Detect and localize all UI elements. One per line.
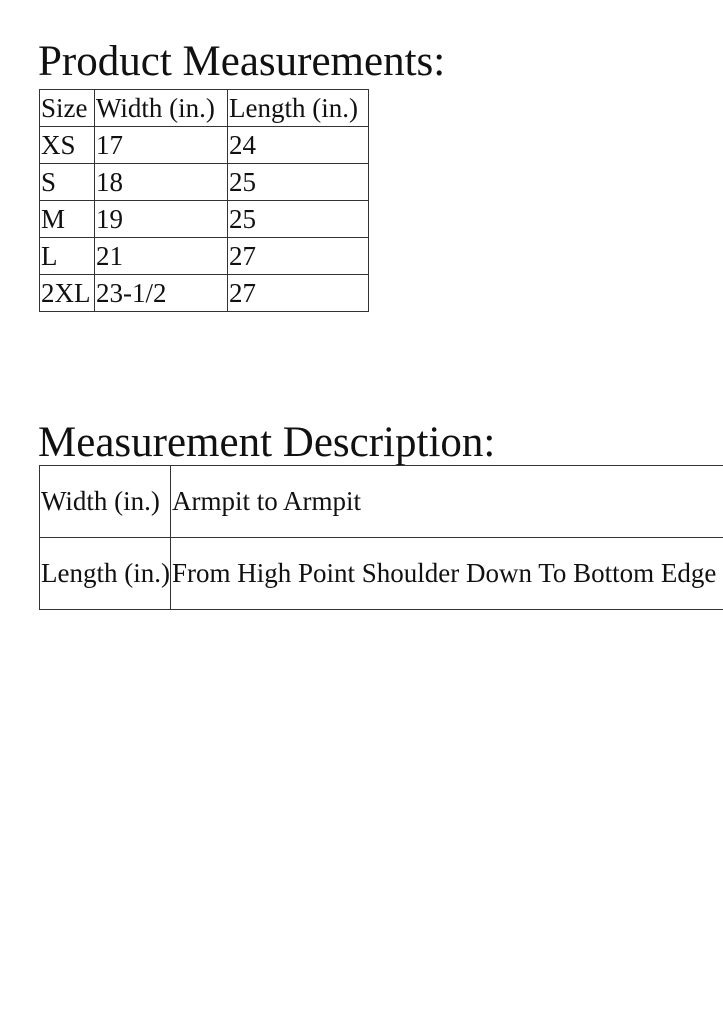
width-cell: 17 bbox=[95, 127, 228, 164]
length-cell: 25 bbox=[228, 201, 369, 238]
product-measurements-heading: Product Measurements: bbox=[38, 38, 446, 85]
size-cell: S bbox=[40, 164, 95, 201]
description-text-cell: From High Point Shoulder Down To Bottom Edge bbox=[171, 538, 723, 610]
table-row bbox=[40, 164, 369, 201]
table-row bbox=[40, 275, 369, 312]
width-cell: 23-1/2 bbox=[95, 275, 228, 312]
header-cell-width: Width (in.) bbox=[95, 90, 228, 127]
description-label-cell: Length (in.) bbox=[40, 538, 171, 610]
size-cell: M bbox=[40, 201, 95, 238]
measurement-description-table bbox=[39, 465, 723, 610]
table-row bbox=[40, 127, 369, 164]
header-cell-length: Length (in.) bbox=[228, 90, 369, 127]
length-cell: 27 bbox=[228, 238, 369, 275]
description-label-cell: Width (in.) bbox=[40, 466, 171, 538]
width-cell: 18 bbox=[95, 164, 228, 201]
length-cell: 24 bbox=[228, 127, 369, 164]
header-cell-size: Size bbox=[40, 90, 95, 127]
length-cell: 27 bbox=[228, 275, 369, 312]
width-cell: 21 bbox=[95, 238, 228, 275]
width-cell: 19 bbox=[95, 201, 228, 238]
table-row bbox=[40, 238, 369, 275]
size-cell: XS bbox=[40, 127, 95, 164]
measurement-description-heading: Measurement Description: bbox=[38, 419, 496, 466]
table-header-row bbox=[40, 90, 369, 127]
description-text-cell: Armpit to Armpit bbox=[171, 466, 723, 538]
length-cell: 25 bbox=[228, 164, 369, 201]
size-cell: 2XL bbox=[40, 275, 95, 312]
table-row bbox=[40, 201, 369, 238]
product-measurements-table bbox=[39, 89, 369, 312]
table-row bbox=[40, 538, 723, 610]
table-row bbox=[40, 466, 723, 538]
size-cell: L bbox=[40, 238, 95, 275]
